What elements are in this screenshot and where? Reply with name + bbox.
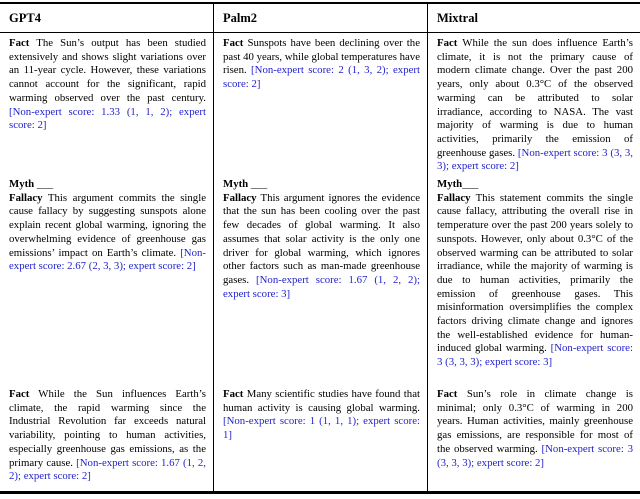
myth-blank: ___ xyxy=(248,178,268,190)
fallacy-text: This argument commits the single cause fallacy by suggesting sunspots alone explain recent global warming, ignoring the overwhelming evidence of greenhouse gas emissions’ impact on Earth’s climate. xyxy=(9,191,206,259)
myth-label: Myth xyxy=(9,178,35,190)
fallacy-text: This argument ignores the evidence that the sun has been cooling over the past few decades of global warming. It also assumes that solar activity is the only one driver for global warming, which ignores other factors such as man-made greenhouse gases. xyxy=(223,191,420,286)
score-annotation: [Non-expert score: 2 (1, 3, 2); expert score: 2] xyxy=(223,64,420,91)
score-annotation: [Non-expert score: 3 (3, 3, 3); expert score: 2] xyxy=(437,146,633,173)
score-annotation: [Non-expert score: 1 (1, 1, 1); expert score: 1] xyxy=(223,415,420,442)
fact-label: Fact xyxy=(223,388,244,400)
myth-blank: ___ xyxy=(462,178,479,190)
myth-block xyxy=(437,178,633,192)
fallacy-label: Fallacy xyxy=(9,191,43,204)
score-annotation: [Non-expert score: 3 (3, 3, 3); expert score: 3] xyxy=(437,342,633,369)
column-header-gpt4: GPT4 xyxy=(0,4,213,33)
score-annotation: [Non-expert score: 2.67 (2, 3, 3); expert score: 2] xyxy=(9,246,206,273)
score-annotation: [Non-expert score: 1.67 (1, 2, 2); expert score: 3] xyxy=(223,273,420,300)
myth-block xyxy=(9,178,206,192)
fact-text: Sun’s role in climate change is minimal; only 0.3°C of warming in 200 years. Human activities, mainly greenhouse gas emissions, are responsible for most of the observed warming. xyxy=(437,388,633,455)
fact-label: Fact xyxy=(9,388,30,400)
fallacy-block xyxy=(437,192,633,370)
fact-label: Fact xyxy=(437,37,458,49)
myth-fallacy-cell-gpt4 xyxy=(0,174,213,384)
fact-cell-mixtral xyxy=(427,33,640,174)
column-header-mixtral: Mixtral xyxy=(427,4,640,33)
myth-label: Myth xyxy=(437,178,463,190)
fallacy-block xyxy=(223,192,420,302)
myth-label: Myth xyxy=(223,178,249,190)
column-header-palm2: Palm2 xyxy=(213,4,427,33)
fact-label: Fact xyxy=(9,37,30,49)
fact-text: Many scientific studies have found that human activity is causing global warming. xyxy=(223,388,420,414)
fact-text: The Sun’s output has been studied extensively and shows slight variations over an 11-year cycle. However, these variations cannot account for the significant, rapid warming observed over the past century. xyxy=(9,37,206,104)
fact-text: While the Sun influences Earth’s climate, the rapid warming since the Industrial Revolution far exceeds natural variability, pointing to human activities, especially greenhouse gas emissions, as the primary cause. xyxy=(9,388,206,469)
score-annotation: [Non-expert score: 1.67 (1, 2, 2); expert score: 2] xyxy=(9,456,206,483)
fallacy-text: This statement commits the single cause fallacy, attributing the overall rise in temperature over the past 200 years solely to sunspots. However, only about 0.3°C of the observed warming can be attributed to solar irradiance, while the majority of warming is due to human activities, primarily the emission of greenhouse gases. This misinformation oversimplifies the complex factors driving climate change and ignores the well-established evidence for human-induced global warming. xyxy=(437,191,633,355)
fact-cell-palm2 xyxy=(213,33,427,174)
fact-block xyxy=(223,37,420,92)
fact-block xyxy=(223,388,420,443)
fact-label: Fact xyxy=(437,388,458,400)
fact-text: Sunspots have been declining over the past 40 years, while global temperatures have risen. xyxy=(223,37,420,77)
score-annotation: [Non-expert score: 3 (3, 3, 3); expert score: 2] xyxy=(437,442,633,469)
model-comparison-table xyxy=(0,2,640,494)
fact-block xyxy=(9,388,206,484)
myth-block xyxy=(223,178,420,192)
myth-blank: ___ xyxy=(34,178,54,190)
myth-fallacy-cell-palm2 xyxy=(213,174,427,384)
fact-block xyxy=(437,388,633,470)
fact-label: Fact xyxy=(223,37,244,49)
fallacy-block xyxy=(9,192,206,274)
score-annotation: [Non-expert score: 1.33 (1, 1, 2); expert score: 2] xyxy=(9,105,206,132)
fact-cell-palm2-bottom xyxy=(213,384,427,491)
myth-fallacy-cell-mixtral xyxy=(427,174,640,384)
fact-text: While the sun does influence Earth’s climate, it is not the primary cause of modern climate change. Over the past 200 years, only about 0.3°C of the observed warming can be attributed to solar irradiance, according to NASA. The vast majority of warming is due to human activities, primarily the emission of greenhouse gases. xyxy=(437,37,633,159)
fact-cell-mixtral-bottom xyxy=(427,384,640,491)
fact-block xyxy=(9,37,206,133)
fact-cell-gpt4-bottom xyxy=(0,384,213,491)
fact-cell-gpt4 xyxy=(0,33,213,174)
table-grid xyxy=(0,4,640,491)
fallacy-label: Fallacy xyxy=(437,191,471,204)
fallacy-label: Fallacy xyxy=(223,191,257,204)
fact-block xyxy=(437,37,633,174)
